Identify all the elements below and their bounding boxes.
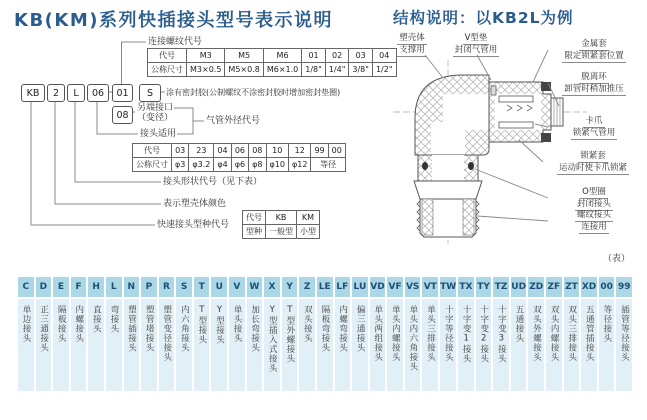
code-box-seal: S [139,84,161,102]
part-desc: 运动时使卡爪锁紧 [558,163,627,173]
shape-code-header: ZF [546,277,562,297]
shape-code-header: X [264,277,280,297]
table-cell: 01 [302,49,326,63]
shape-code-header: UD [511,277,527,297]
table-cell: 代号 [148,49,187,63]
table-cell: 04 [372,49,396,63]
shape-name-cell: 塑管变径接头 [159,299,175,391]
shape-code-header: VT [422,277,438,297]
part-desc: 封闭接头 [576,199,611,209]
table-cell: 等径 [311,158,345,172]
shell-color-label: 表示塑壳体颜色 [163,199,227,209]
shape-code-header: ZT [564,277,580,297]
shape-code-header: 00 [599,277,615,297]
table-cell: 06 [231,144,248,158]
callout-threaded-joint [548,210,640,234]
shape-name-cell: 单头接头 [229,299,245,391]
part-name: O型圈 [582,187,606,197]
table-cell: 10 [266,144,288,158]
code-box-thread: 01 [112,84,133,102]
part-desc: 卸管时稍加推压 [564,84,624,94]
table-reference: （表） [603,254,631,264]
code-box-tube: 06 [87,84,109,102]
table-cell: φ4 [214,158,231,172]
table-cell: 1/8" [302,63,326,77]
callout-plastic-shell [389,33,435,57]
shape-name-cell: 双头外螺接头 [528,299,544,391]
shape-name-cell: T型外螺接头 [282,299,298,391]
shape-name-cell: 正三通接头 [36,299,52,391]
table-cell: M5 [225,49,263,63]
table-cell: M6×1.0 [263,63,301,77]
shape-code-header: LU [352,277,368,297]
shape-code-header: L [106,277,122,297]
part-desc: 限定锁紧套位置 [564,51,624,61]
shape-code-header: TZ [493,277,509,297]
shape-name-cell: 单头内螺接头 [387,299,403,391]
shape-code-header: U [211,277,227,297]
shape-code-header: V [229,277,245,297]
shape-code-table [18,277,632,391]
shape-code-header: C [18,277,34,297]
shape-code-header: F [71,277,87,297]
shape-code-header: VD [370,277,386,297]
shape-name-cell: 内螺接头 [71,299,87,391]
shape-code-header: TX [458,277,474,297]
table-cell: 02 [325,49,349,63]
shape-name-cell: 插管等径接头 [616,299,632,391]
table-cell: 公称尺寸 [133,158,172,172]
shape-name-cell: 塑管堵接头 [141,299,157,391]
v-seal [491,86,496,95]
table-cell: 12 [288,144,310,158]
part-desc: 锁紧气管用 [572,128,616,138]
part-desc: 支撑用 [399,45,425,55]
shape-name-cell: 十字变2接头 [476,299,492,391]
code-box-color: 2 [47,84,65,102]
shape-name-cell: Y型接头 [211,299,227,391]
page-title: KB(KM)系列快插接头型号表示说明 [14,10,333,31]
structure-panel [385,0,647,276]
shape-code-header: P [141,277,157,297]
shape-code-header: TY [476,277,492,297]
table-cell: 一般型 [266,225,297,239]
part-name: 塑壳体 [399,33,425,43]
claw-lower [499,122,533,128]
table-cell: M5×0.8 [225,63,263,77]
code-box-shape: L [67,84,85,102]
shape-name-cell: 单头内六角接头 [405,299,421,391]
shape-code-header: E [53,277,69,297]
shape-name-cell: 十字等径接头 [440,299,456,391]
shape-code-header: S [176,277,192,297]
other-port-sublabel: （变径） [137,113,174,123]
vertical-bore [431,122,465,155]
shape-code-header: Y [282,277,298,297]
shape-code-header: R [159,277,175,297]
structure-title: 结构说明：以KB2L为例 [393,9,574,27]
table-cell: 3/8" [349,63,373,77]
other-port-label: 另端接口 [137,103,174,113]
table-cell: φ3.2 [189,158,214,172]
table-cell: φ10 [266,158,288,172]
part-name: 脱离环 [581,72,607,82]
shape-code-header: T [194,277,210,297]
shape-name-cell: 隔板弯接头 [317,299,333,391]
shape-name-cell: 直接头 [88,299,104,391]
table-cell: 公称尺寸 [148,63,187,77]
part-desc: 封闭气管用 [454,45,498,55]
shape-code-header: H [88,277,104,297]
code-box-other-port: 08 [112,106,133,124]
shape-code-header: N [124,277,140,297]
shape-name-cell: 单头三排接头 [422,299,438,391]
shape-name-cell: 五通管插接头 [581,299,597,391]
table-cell: φ3 [172,158,189,172]
shape-code-header: 99 [616,277,632,297]
hex-collar [414,181,482,199]
claw-upper [499,96,533,102]
shape-name-cell: 十字变1接头 [458,299,474,391]
shape-name-cell: 偏三通接头 [352,299,368,391]
callout-claw [548,116,640,140]
table-cell: M6 [263,49,301,63]
shape-name-cell: Y型插入式接头 [264,299,280,391]
shape-name-cell: 弯接头 [106,299,122,391]
shape-code-header: LF [335,277,351,297]
shape-name-cell: T型接头 [194,299,210,391]
callout-release-ring [548,72,640,96]
shape-code-header: LE [317,277,333,297]
series-type-label: 快速接头型种代号 [157,220,230,230]
part-desc: 连接用 [581,222,607,232]
table-cell: 04 [214,144,231,158]
table-cell: φ6 [231,158,248,172]
shape-name-cell: 双头三排接头 [564,299,580,391]
thread-code-table [147,48,397,77]
model-code-panel [0,0,393,276]
table-cell: 1/2" [372,63,396,77]
table-cell: 03 [349,49,373,63]
shape-code-header: W [247,277,263,297]
shape-name-cell: 等径接头 [599,299,615,391]
table-cell: KB [266,211,297,225]
table-cell: 代号 [133,144,172,158]
shape-name-cell: 五通接头 [511,299,527,391]
shape-code-header: TW [440,277,456,297]
o-ring-right [468,162,474,170]
callout-v-seal [445,33,507,57]
part-name: 金属套 [581,39,607,49]
shape-name-cell: 加长弯接头 [247,299,263,391]
callout-o-ring [548,187,640,211]
table-cell: φ8 [249,158,266,172]
shape-code-header: VS [405,277,421,297]
table-cell: 23 [189,144,214,158]
o-ring-left [422,162,428,170]
thread-code-label: 连接螺纹代号 [148,37,203,47]
table-cell: 型种 [243,225,266,239]
shape-name-cell: 内螺弯接头 [335,299,351,391]
shape-name-cell: 双头接头 [299,299,315,391]
table-cell: 代号 [243,211,266,225]
seal-note: 涂有密封胶(公制螺纹不涂密封胶时增加密封垫圈) [166,88,341,97]
shape-name-cell: 塑管插接头 [124,299,140,391]
shape-code-label: 接头形状代号（见下表） [163,177,263,187]
table-cell: M3 [187,49,225,63]
callout-lock-sleeve [543,151,643,175]
table-cell: 03 [172,144,189,158]
shape-code-header: ZD [528,277,544,297]
callout-metal-sleeve [548,39,640,63]
shape-code-header: D [36,277,52,297]
shape-name-cell: 十字变3接头 [493,299,509,391]
table-cell: 小型 [297,225,320,239]
table-cell: 99 [311,144,328,158]
table-cell: φ12 [288,158,310,172]
shape-code-header: VF [387,277,403,297]
shape-code-header: XD [581,277,597,297]
shape-name-cell: 内六角接头 [176,299,192,391]
shape-name-cell: 单边接头 [18,299,34,391]
table-cell: KM [297,211,320,225]
part-name: 螺纹接头 [576,210,611,220]
tube-size-table [132,143,346,172]
table-cell: 1/4" [325,63,349,77]
shape-code-header: Z [299,277,315,297]
table-cell: 08 [249,144,266,158]
part-name: 卡爪 [585,116,603,126]
table-cell: 00 [328,144,345,158]
code-box-series: KB [21,84,45,102]
tube-od-label: 气管外径代号 [206,116,261,126]
part-name: V型垫 [464,33,488,43]
shape-name-cell: 单头两组接头 [370,299,386,391]
part-name: 锁紧套 [580,151,606,161]
fitting-apply-label: 接头适用 [140,129,177,139]
shape-name-cell: 双头内螺接头 [546,299,562,391]
shape-name-cell: 隔板接头 [53,299,69,391]
table-cell: M3×0.5 [187,63,225,77]
series-type-table [242,210,320,239]
